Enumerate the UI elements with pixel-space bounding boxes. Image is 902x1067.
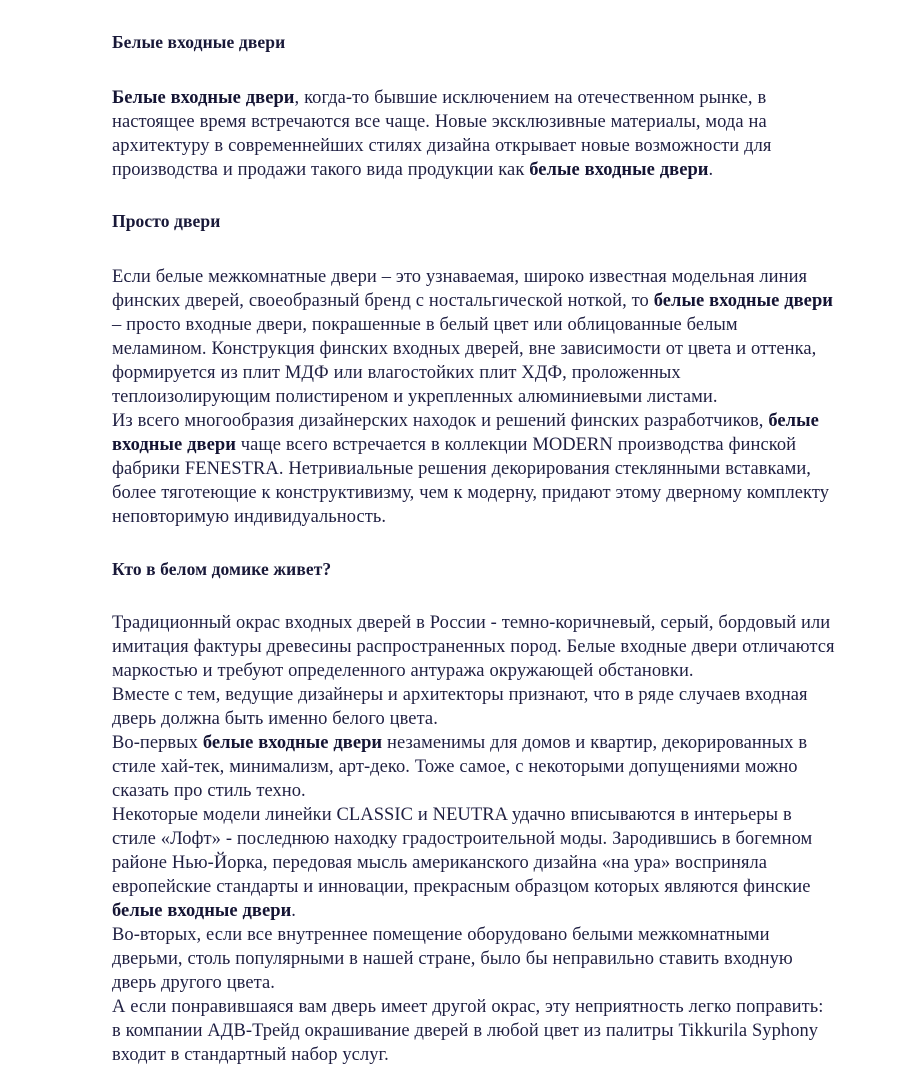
prosto-a-text-1: Если белые межкомнатные двери – это узнаваемая, широко известная модельная линия финских дверей, своеобразный бренд с ностальгической ноткой, то (112, 267, 808, 311)
paragraph-intro (112, 86, 802, 182)
section-heading-prosto-dveri: Просто двери (112, 211, 221, 231)
spacer (112, 233, 837, 265)
vo-pervyh-text-2: незаменимы для домов и квартир, декорированных в стиле хай-тек, минимализм, арт-деко. Тоже самое, с некоторыми допущениями можно сказать про стиль техно. (112, 733, 808, 801)
paragraph-vo-pervyh (112, 731, 837, 803)
intro-bold-lead: Белые входные двери (112, 88, 295, 108)
intro-text-a: , когда-то бывшие исключением на отечественном рынке, в настоящее время встречаются все чаще. Новые эксклюзивные материалы, мода на архитектуру в современнейших стилях дизайна открывает новые возможности для производства и продажи такого вида продукции как (112, 88, 772, 180)
spacer (112, 182, 837, 209)
spacer (112, 529, 837, 557)
classic-text-2: . (291, 901, 296, 921)
paragraph-beliy-domik-a: Традиционный окрас входных дверей в России - темно-коричневый, серый, бордовый или имитация фактуры древесины распространенных пород. Белые входные двери отличаются маркостью и требуют определенного антуража окружающей обстановки. (112, 613, 835, 681)
paragraph-adv-trade: А если понравившаяся вам дверь имеет другой окрас, эту неприятность легко поправить: в компании АДВ-Трейд окрашивание дверей в любой цвет из палитры Tikkurila Syphony входит в стандартный набор услуг. (112, 997, 824, 1065)
vo-pervyh-bold-1: белые входные двери (202, 733, 383, 753)
classic-text-1: Некоторые модели линейки CLASSIC и NEUTRA удачно вписываются в интерьеры в стиле «Лофт» - последнюю находку градостроительной моды. Зародившись в богемном районе Нью-Йорка, передовая мысль американского дизайна «на ура» восприняла европейские стандарты и инновации, прекрасным образцом которых являются финские (112, 805, 813, 897)
paragraph-classic-neutra (112, 803, 837, 923)
paragraph-beliy-domik-b: Вместе с тем, ведущие дизайнеры и архитекторы признают, что в ряде случаев входная дверь должна быть именно белого цвета. (112, 685, 808, 729)
intro-text-b: . (708, 160, 714, 180)
paragraph-prosto-dveri-a (112, 265, 837, 409)
document-body (112, 30, 837, 1067)
prosto-b-text-2: чаще всего встречается в коллекции MODERN производства финской фабрики FENESTRA. Нетривиальные решения декорирования стеклянными вставками, более тяготеющие к конструктивизму, чем к модерну, придают этому дверному комплекту неповторимую индивидуальность. (112, 435, 830, 527)
page-title: Белые входные двери (112, 32, 286, 52)
spacer (112, 54, 837, 86)
paragraph-prosto-dveri-b (112, 409, 837, 529)
prosto-a-text-2: – просто входные двери, покрашенные в белый цвет или облицованные белым меламином. Конструкция финских входных дверей, вне зависимости от цвета и оттенка, формируется из плит МДФ или влагостойких плит ХДФ, проложенных теплоизолирующим полистиреном и укрепленных алюминиевыми листами. (112, 315, 817, 407)
intro-bold-tail: белые входные двери (529, 160, 709, 180)
classic-bold-1: белые входные двери (112, 901, 292, 921)
prosto-b-text-1: Из всего многообразия дизайнерских находок и решений финских разработчиков, (112, 411, 769, 431)
section-heading-beliy-domik: Кто в белом домике живет? (112, 559, 332, 579)
paragraph-vo-vtoryh: Во-вторых, если все внутреннее помещение оборудовано белыми межкомнатными дверьми, столь популярными в нашей стране, было бы неправильно ставить входную дверь другого цвета. (112, 925, 793, 993)
vo-pervyh-text-1: Во-первых (112, 733, 203, 753)
spacer (112, 581, 837, 611)
prosto-a-bold-1: белые входные двери (653, 291, 833, 311)
prosto-b-bold-1: белые входные двери (112, 411, 819, 455)
